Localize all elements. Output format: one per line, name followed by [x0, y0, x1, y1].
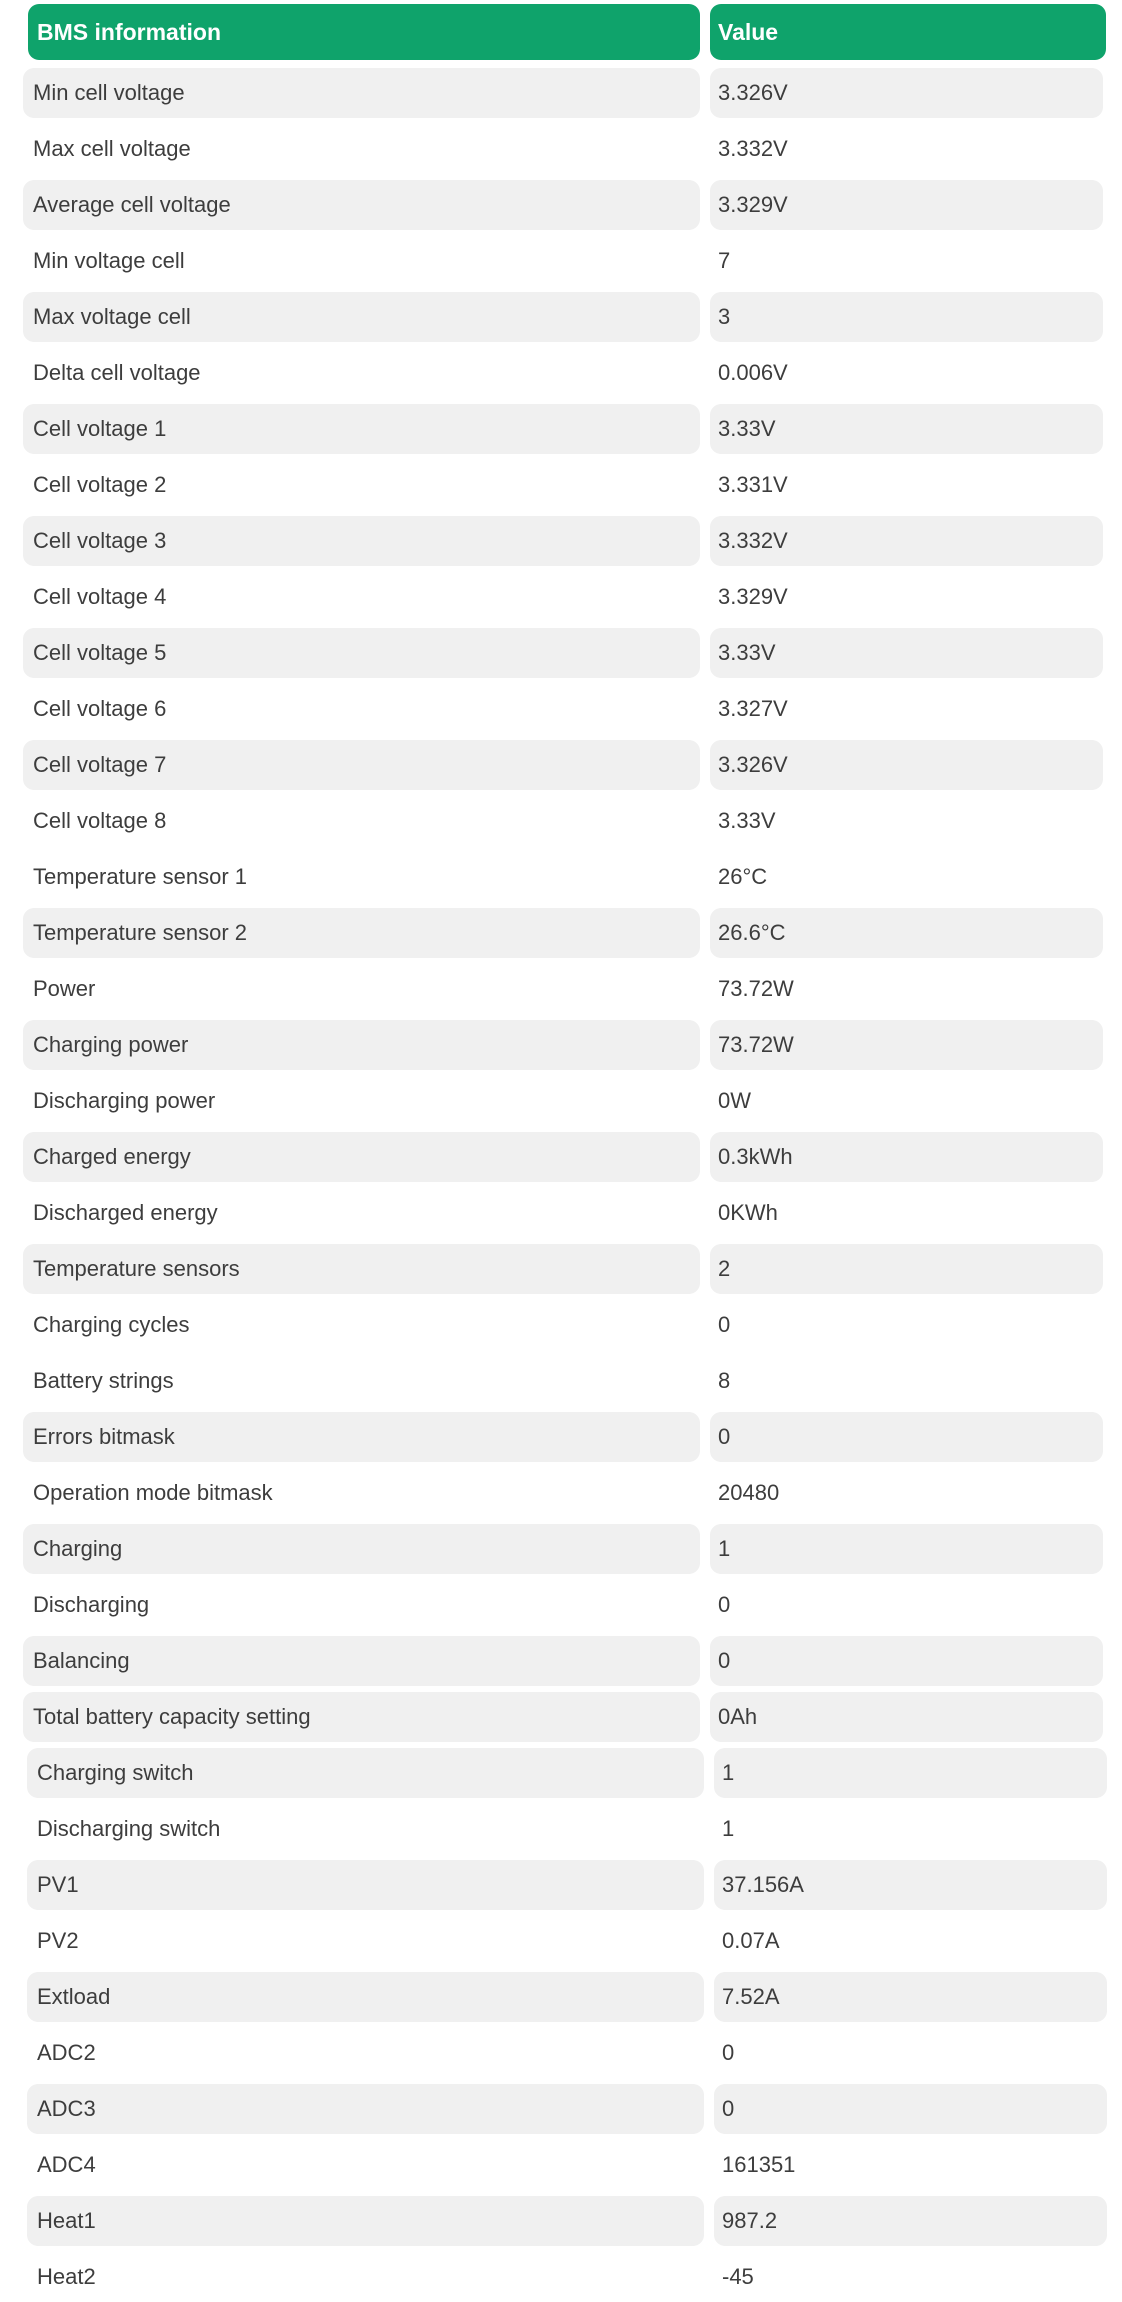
- row-label: Min cell voltage: [23, 68, 700, 118]
- row-label: Average cell voltage: [23, 180, 700, 230]
- row-label: Power: [33, 976, 96, 1001]
- table-row: [23, 516, 1103, 566]
- row-value: 3.33V: [718, 808, 776, 833]
- row-label: Temperature sensor 2: [23, 908, 700, 958]
- row-label: Charged energy: [23, 1132, 700, 1182]
- row-value: 3: [710, 292, 1103, 342]
- row-label: Temperature sensors: [23, 1244, 700, 1294]
- table-row: [23, 124, 1103, 174]
- table-row: [23, 348, 1103, 398]
- row-value: 3.329V: [718, 584, 788, 609]
- row-value: 0Ah: [710, 1692, 1103, 1742]
- row-label: Balancing: [23, 1636, 700, 1686]
- table-row: [27, 2140, 1107, 2190]
- row-label: Cell voltage 4: [33, 584, 167, 609]
- row-label: Discharged energy: [33, 1200, 218, 1225]
- row-label: Cell voltage 3: [23, 516, 700, 566]
- table-row: [23, 180, 1103, 230]
- table-row: [23, 1692, 1103, 1742]
- table-header-row: [28, 4, 1106, 60]
- row-label: ADC2: [37, 2040, 96, 2065]
- table-row: [23, 572, 1103, 622]
- table-row: [27, 2028, 1107, 2078]
- row-value: 7.52A: [714, 1972, 1107, 2022]
- row-value: 26.6°C: [710, 908, 1103, 958]
- row-label: PV1: [27, 1860, 704, 1910]
- table-row: [23, 1580, 1103, 1630]
- table-row: [23, 740, 1103, 790]
- row-value: -45: [722, 2264, 754, 2289]
- row-value: 0: [714, 2084, 1107, 2134]
- row-label: Cell voltage 5: [23, 628, 700, 678]
- row-label: Total battery capacity setting: [23, 1692, 700, 1742]
- row-value: 0: [710, 1412, 1103, 1462]
- row-label: ADC4: [37, 2152, 96, 2177]
- table-row: [27, 1860, 1107, 1910]
- row-label: Discharging switch: [37, 1816, 221, 1841]
- table-row: [23, 1132, 1103, 1182]
- table-row: [23, 852, 1103, 902]
- row-label: Extload: [27, 1972, 704, 2022]
- table-row: [23, 1076, 1103, 1126]
- row-label: Charging power: [23, 1020, 700, 1070]
- row-value: 0: [722, 2040, 735, 2065]
- row-label: Charging switch: [27, 1748, 704, 1798]
- row-value: 0KWh: [718, 1200, 778, 1225]
- row-value: 1: [710, 1524, 1103, 1574]
- row-value: 3.326V: [710, 740, 1103, 790]
- bms-table-rows: [0, 68, 1122, 2302]
- row-label: Charging cycles: [33, 1312, 190, 1337]
- row-value: 3.33V: [710, 628, 1103, 678]
- table-row: [23, 236, 1103, 286]
- row-label: Cell voltage 8: [33, 808, 167, 833]
- table-row: [23, 68, 1103, 118]
- row-value: 3.33V: [710, 404, 1103, 454]
- row-value: 3.327V: [718, 696, 788, 721]
- table-row: [23, 1300, 1103, 1350]
- row-value: 73.72W: [718, 976, 794, 1001]
- row-value: 0: [718, 1592, 731, 1617]
- row-value: 2: [710, 1244, 1103, 1294]
- table-row: [23, 964, 1103, 1014]
- row-value: 0.006V: [718, 360, 788, 385]
- row-label: Temperature sensor 1: [33, 864, 247, 889]
- row-value: 3.331V: [718, 472, 788, 497]
- row-value: 3.332V: [718, 136, 788, 161]
- row-label: ADC3: [27, 2084, 704, 2134]
- row-value: 73.72W: [710, 1020, 1103, 1070]
- row-value: 37.156A: [714, 1860, 1107, 1910]
- table-row: [23, 1244, 1103, 1294]
- table-row: [23, 908, 1103, 958]
- row-value: 7: [718, 248, 731, 273]
- row-label: Operation mode bitmask: [33, 1480, 273, 1505]
- row-value: 3.326V: [710, 68, 1103, 118]
- row-value: 1: [722, 1816, 735, 1841]
- row-label: Min voltage cell: [33, 248, 185, 273]
- row-value: 0.3kWh: [710, 1132, 1103, 1182]
- row-label: Delta cell voltage: [33, 360, 201, 385]
- row-label: Discharging: [33, 1592, 150, 1617]
- row-label: Cell voltage 1: [23, 404, 700, 454]
- table-row: [27, 1916, 1107, 1966]
- row-value: 0W: [718, 1088, 751, 1113]
- table-row: [27, 1972, 1107, 2022]
- table-row: [23, 292, 1103, 342]
- table-row: [27, 2252, 1107, 2302]
- table-row: [23, 460, 1103, 510]
- row-label: Charging: [23, 1524, 700, 1574]
- table-row: [23, 1356, 1103, 1406]
- row-label: Max voltage cell: [23, 292, 700, 342]
- row-value: 1: [714, 1748, 1107, 1798]
- row-label: Cell voltage 7: [23, 740, 700, 790]
- row-value: 0: [710, 1636, 1103, 1686]
- table-row: [27, 1804, 1107, 1854]
- row-label: Discharging power: [33, 1088, 216, 1113]
- row-value: 0.07A: [722, 1928, 780, 1953]
- header-cell-value: Value: [710, 4, 1106, 60]
- row-label: Heat2: [37, 2264, 96, 2289]
- row-value: 8: [718, 1368, 731, 1393]
- table-row: [23, 404, 1103, 454]
- table-row: [23, 1020, 1103, 1070]
- row-value: 0: [718, 1312, 731, 1337]
- table-row: [23, 1636, 1103, 1686]
- table-row: [23, 796, 1103, 846]
- table-row: [27, 1748, 1107, 1798]
- table-row: [23, 1412, 1103, 1462]
- row-label: Heat1: [27, 2196, 704, 2246]
- row-value: 3.332V: [710, 516, 1103, 566]
- table-row: [23, 684, 1103, 734]
- table-row: [23, 628, 1103, 678]
- row-label: PV2: [37, 1928, 79, 1953]
- row-value: 161351: [722, 2152, 796, 2177]
- header-cell-bms-information: BMS information: [28, 4, 700, 60]
- table-row: [23, 1524, 1103, 1574]
- row-label: Cell voltage 6: [33, 696, 167, 721]
- row-value: 20480: [718, 1480, 780, 1505]
- row-label: Max cell voltage: [33, 136, 191, 161]
- row-label: Errors bitmask: [23, 1412, 700, 1462]
- table-row: [23, 1188, 1103, 1238]
- row-value: 987.2: [714, 2196, 1107, 2246]
- table-row: [27, 2196, 1107, 2246]
- row-label: Battery strings: [33, 1368, 174, 1393]
- row-value: 26°C: [718, 864, 768, 889]
- row-value: 3.329V: [710, 180, 1103, 230]
- table-row: [27, 2084, 1107, 2134]
- table-row: [23, 1468, 1103, 1518]
- row-label: Cell voltage 2: [33, 472, 167, 497]
